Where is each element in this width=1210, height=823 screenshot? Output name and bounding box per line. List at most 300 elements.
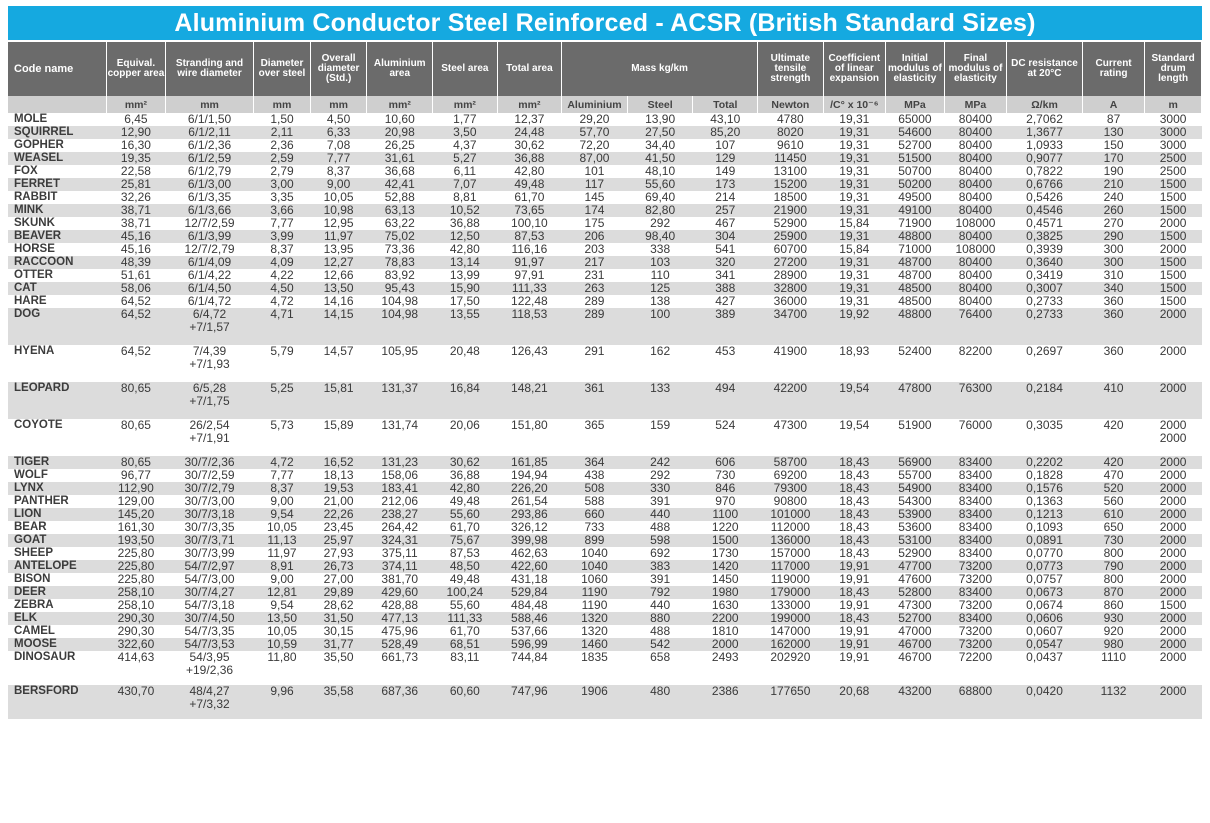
table-cell: 80400 — [944, 126, 1006, 139]
table-row — [8, 521, 1202, 534]
table-cell: 340 — [1082, 282, 1144, 295]
table-cell: 341 — [693, 269, 758, 282]
table-cell: 3000 — [1145, 139, 1202, 152]
table-cell: 133000 — [758, 599, 824, 612]
table-body — [8, 113, 1202, 719]
header-row — [8, 42, 1202, 96]
table-cell: 15,89 — [310, 419, 367, 456]
table-cell: 55,60 — [627, 178, 693, 191]
table-cell: 1500 — [1145, 599, 1202, 612]
table-cell: 36,88 — [433, 469, 498, 482]
table-cell: 2000 — [1145, 586, 1202, 599]
table-cell: 65000 — [885, 113, 944, 126]
table-cell: 64,52 — [107, 295, 166, 308]
table-cell: 19,31 — [823, 256, 885, 269]
table-cell: 105,95 — [367, 345, 433, 382]
table-row — [8, 495, 1202, 508]
table-cell: 147000 — [758, 625, 824, 638]
table-cell: 18,43 — [823, 495, 885, 508]
table-cell: 15200 — [758, 178, 824, 191]
table-cell: 289 — [562, 308, 628, 345]
table-cell: 107 — [693, 139, 758, 152]
table-cell: 290,30 — [107, 625, 166, 638]
table-cell: 162 — [627, 345, 693, 382]
table-cell: 111,33 — [497, 282, 562, 295]
table-cell: 7/4,39 +7/1,93 — [165, 345, 253, 382]
table-cell: 30/7/4,27 — [165, 586, 253, 599]
table-cell: 45,16 — [107, 230, 166, 243]
table-cell: 68800 — [944, 685, 1006, 719]
unit-cell: mm² — [433, 96, 498, 113]
table-cell: 30/7/3,18 — [165, 508, 253, 521]
table-cell: 13,55 — [433, 308, 498, 345]
table-cell: 19,31 — [823, 269, 885, 282]
table-cell: 103 — [627, 256, 693, 269]
table-cell: 290,30 — [107, 612, 166, 625]
table-row — [8, 139, 1202, 152]
table-cell: 364 — [562, 456, 628, 469]
table-cell: 258,10 — [107, 586, 166, 599]
table-cell: 692 — [627, 547, 693, 560]
table-cell: 0,0773 — [1007, 560, 1083, 573]
table-row — [8, 599, 1202, 612]
col-header: Aluminium area — [367, 42, 433, 96]
unit-cell: Ω/km — [1007, 96, 1083, 113]
table-cell: 217 — [562, 256, 628, 269]
table-cell: 0,2184 — [1007, 382, 1083, 419]
table-cell: 661,73 — [367, 651, 433, 685]
table-cell: 64,52 — [107, 308, 166, 345]
table-cell: 453 — [693, 345, 758, 382]
table-cell: 30,62 — [497, 139, 562, 152]
table-cell: 19,31 — [823, 191, 885, 204]
table-cell: 4,37 — [433, 139, 498, 152]
code-name-cell: GOAT — [8, 534, 107, 547]
table-cell: 58700 — [758, 456, 824, 469]
table-cell: 78,83 — [367, 256, 433, 269]
table-cell: 8,37 — [254, 482, 311, 495]
table-cell: 520 — [1082, 482, 1144, 495]
table-cell: 76300 — [944, 382, 1006, 419]
table-cell: 177650 — [758, 685, 824, 719]
code-name-cell: SHEEP — [8, 547, 107, 560]
table-cell: 83400 — [944, 469, 1006, 482]
table-cell: 87,53 — [497, 230, 562, 243]
table-cell: 226,20 — [497, 482, 562, 495]
unit-cell: mm² — [367, 96, 433, 113]
table-row — [8, 282, 1202, 295]
table-cell: 161,85 — [497, 456, 562, 469]
table-cell: 6/1/4,72 — [165, 295, 253, 308]
table-cell: 72200 — [944, 651, 1006, 685]
table-cell: 2200 — [693, 612, 758, 625]
table-cell: 97,91 — [497, 269, 562, 282]
table-cell: 0,7822 — [1007, 165, 1083, 178]
table-cell: 80,65 — [107, 456, 166, 469]
table-cell: 149 — [693, 165, 758, 178]
table-cell: 1320 — [562, 612, 628, 625]
table-cell: 112000 — [758, 521, 824, 534]
table-cell: 508 — [562, 482, 628, 495]
table-cell: 18,43 — [823, 482, 885, 495]
table-cell: 16,84 — [433, 382, 498, 419]
table-cell: 73,36 — [367, 243, 433, 256]
table-cell: 35,58 — [310, 685, 367, 719]
code-name-cell: TIGER — [8, 456, 107, 469]
table-cell: 19,31 — [823, 152, 885, 165]
table-row — [8, 152, 1202, 165]
table-cell: 5,27 — [433, 152, 498, 165]
table-cell: 1460 — [562, 638, 628, 651]
table-cell: 162000 — [758, 638, 824, 651]
table-cell: 190 — [1082, 165, 1144, 178]
table-cell: 488 — [627, 625, 693, 638]
table-cell: 95,43 — [367, 282, 433, 295]
unit-cell: mm — [254, 96, 311, 113]
table-cell: 63,13 — [367, 204, 433, 217]
table-cell: 111,33 — [433, 612, 498, 625]
table-cell: 292 — [627, 469, 693, 482]
table-cell: 1060 — [562, 573, 628, 586]
table-cell: 324,31 — [367, 534, 433, 547]
table-cell: 83400 — [944, 534, 1006, 547]
table-cell: 270 — [1082, 217, 1144, 230]
table-cell: 2000 — [1145, 217, 1202, 230]
table-cell: 10,59 — [254, 638, 311, 651]
table-cell: 119000 — [758, 573, 824, 586]
table-cell: 28,62 — [310, 599, 367, 612]
table-row — [8, 204, 1202, 217]
table-cell: 428,88 — [367, 599, 433, 612]
table-cell: 30/7/2,79 — [165, 482, 253, 495]
code-name-cell: CAMEL — [8, 625, 107, 638]
table-cell: 47000 — [885, 625, 944, 638]
table-cell: 4,22 — [254, 269, 311, 282]
table-cell: 6/1/3,35 — [165, 191, 253, 204]
table-cell: 48,10 — [627, 165, 693, 178]
table-cell: 30/7/3,00 — [165, 495, 253, 508]
table-cell: 10,98 — [310, 204, 367, 217]
table-cell: 54/7/3,18 — [165, 599, 253, 612]
table-cell: 48500 — [885, 295, 944, 308]
table-cell: 73200 — [944, 638, 1006, 651]
col-header: Initial modulus of elasticity — [885, 42, 944, 96]
table-cell: 8,37 — [310, 165, 367, 178]
table-cell: 83400 — [944, 521, 1006, 534]
table-cell: 42,80 — [497, 165, 562, 178]
table-cell: 19,31 — [823, 230, 885, 243]
table-cell: 360 — [1082, 295, 1144, 308]
table-cell: 91,97 — [497, 256, 562, 269]
table-cell: 83400 — [944, 456, 1006, 469]
table-cell: 29,20 — [562, 113, 628, 126]
table-cell: 214 — [693, 191, 758, 204]
table-cell: 338 — [627, 243, 693, 256]
table-cell: 42,80 — [433, 482, 498, 495]
code-name-cell: HORSE — [8, 243, 107, 256]
table-row — [8, 256, 1202, 269]
table-cell: 73,65 — [497, 204, 562, 217]
table-cell: 19,91 — [823, 625, 885, 638]
table-cell: 47800 — [885, 382, 944, 419]
table-cell: 1420 — [693, 560, 758, 573]
code-name-cell: SKUNK — [8, 217, 107, 230]
table-cell: 467 — [693, 217, 758, 230]
table-cell: 7,77 — [254, 217, 311, 230]
table-cell: 19,53 — [310, 482, 367, 495]
table-cell: 1190 — [562, 586, 628, 599]
table-cell: 60700 — [758, 243, 824, 256]
table-row — [8, 469, 1202, 482]
table-cell: 0,0674 — [1007, 599, 1083, 612]
table-cell: 87,00 — [562, 152, 628, 165]
table-cell: 83400 — [944, 612, 1006, 625]
table-cell: 100 — [627, 308, 693, 345]
table-cell: 6/5,28 +7/1,75 — [165, 382, 253, 419]
table-cell: 76400 — [944, 308, 1006, 345]
table-cell: 0,4546 — [1007, 204, 1083, 217]
table-cell: 73200 — [944, 573, 1006, 586]
table-cell: 19,91 — [823, 651, 885, 685]
table-cell: 179000 — [758, 586, 824, 599]
code-name-cell: ANTELOPE — [8, 560, 107, 573]
table-cell: 260 — [1082, 204, 1144, 217]
table-cell: 1,50 — [254, 113, 311, 126]
table-cell: 56900 — [885, 456, 944, 469]
table-cell: 0,0891 — [1007, 534, 1083, 547]
table-cell: 8,91 — [254, 560, 311, 573]
table-row — [8, 382, 1202, 419]
code-name-cell: LYNX — [8, 482, 107, 495]
table-row — [8, 573, 1202, 586]
table-row — [8, 308, 1202, 345]
code-name-cell: BERSFORD — [8, 685, 107, 719]
code-name-cell: PANTHER — [8, 495, 107, 508]
table-cell: 19,91 — [823, 560, 885, 573]
code-name-cell: MOLE — [8, 113, 107, 126]
table-cell: 45,16 — [107, 243, 166, 256]
table-cell: 12,90 — [107, 126, 166, 139]
table-cell: 3,00 — [254, 178, 311, 191]
table-cell: 55,60 — [433, 599, 498, 612]
table-row — [8, 651, 1202, 685]
table-cell: 13100 — [758, 165, 824, 178]
table-cell: 320 — [693, 256, 758, 269]
table-cell: 48800 — [885, 230, 944, 243]
table-cell: 87,53 — [433, 547, 498, 560]
table-cell: 4,71 — [254, 308, 311, 345]
table-cell: 13,99 — [433, 269, 498, 282]
table-cell: 2,36 — [254, 139, 311, 152]
table-cell: 0,1093 — [1007, 521, 1083, 534]
table-cell: 6/1/2,79 — [165, 165, 253, 178]
table-row — [8, 508, 1202, 521]
table-cell: 108000 — [944, 217, 1006, 230]
code-name-cell: DEER — [8, 586, 107, 599]
table-cell: 375,11 — [367, 547, 433, 560]
table-cell: 158,06 — [367, 469, 433, 482]
table-cell: 1500 — [693, 534, 758, 547]
table-cell: 14,57 — [310, 345, 367, 382]
table-cell: 389 — [693, 308, 758, 345]
table-cell: 3000 — [1145, 126, 1202, 139]
table-cell: 747,96 — [497, 685, 562, 719]
table-row — [8, 419, 1202, 456]
table-cell: 69200 — [758, 469, 824, 482]
code-name-cell: BEAVER — [8, 230, 107, 243]
table-cell: 264,42 — [367, 521, 433, 534]
table-cell: 7,77 — [254, 469, 311, 482]
mass-subheader: Aluminium — [562, 96, 628, 113]
table-cell: 48/4,27 +7/3,32 — [165, 685, 253, 719]
table-row — [8, 243, 1202, 256]
table-cell: 48500 — [885, 282, 944, 295]
table-cell: 240 — [1082, 191, 1144, 204]
table-cell: 1220 — [693, 521, 758, 534]
code-name-cell: HYENA — [8, 345, 107, 382]
table-cell: 880 — [627, 612, 693, 625]
table-cell: 80,65 — [107, 419, 166, 456]
unit-cell: mm — [165, 96, 253, 113]
code-name-cell: FOX — [8, 165, 107, 178]
table-cell: 25,81 — [107, 178, 166, 191]
table-cell: 129 — [693, 152, 758, 165]
table-cell: 2000 — [1145, 382, 1202, 419]
table-cell: 104,98 — [367, 308, 433, 345]
table-cell: 183,41 — [367, 482, 433, 495]
table-cell: 71000 — [885, 243, 944, 256]
table-cell: 6,45 — [107, 113, 166, 126]
table-cell: 83,11 — [433, 651, 498, 685]
table-cell: 11,97 — [310, 230, 367, 243]
table-cell: 1500 — [1145, 295, 1202, 308]
table-cell: 970 — [693, 495, 758, 508]
table-cell: 388 — [693, 282, 758, 295]
table-cell: 1730 — [693, 547, 758, 560]
table-cell: 410 — [1082, 382, 1144, 419]
table-cell: 54600 — [885, 126, 944, 139]
table-cell: 61,70 — [497, 191, 562, 204]
table-cell: 104,98 — [367, 295, 433, 308]
table-cell: 30/7/3,35 — [165, 521, 253, 534]
table-row — [8, 638, 1202, 651]
table-cell: 846 — [693, 482, 758, 495]
table-cell: 1906 — [562, 685, 628, 719]
table-cell: 2000 — [1145, 560, 1202, 573]
table-cell: 300 — [1082, 243, 1144, 256]
table-cell: 2,79 — [254, 165, 311, 178]
table-cell: 860 — [1082, 599, 1144, 612]
table-cell: 50700 — [885, 165, 944, 178]
table-cell: 360 — [1082, 345, 1144, 382]
code-name-cell: WEASEL — [8, 152, 107, 165]
table-cell: 174 — [562, 204, 628, 217]
table-cell: 47300 — [885, 599, 944, 612]
table-cell: 12,37 — [497, 113, 562, 126]
table-cell: 225,80 — [107, 560, 166, 573]
table-cell: 2000 — [1145, 521, 1202, 534]
table-cell: 292 — [627, 217, 693, 230]
code-name-cell: MOOSE — [8, 638, 107, 651]
table-cell: 598 — [627, 534, 693, 547]
table-cell: 1630 — [693, 599, 758, 612]
table-cell: 6/1/3,99 — [165, 230, 253, 243]
table-cell: 524 — [693, 419, 758, 456]
table-cell: 34700 — [758, 308, 824, 345]
table-cell: 2000 — [693, 638, 758, 651]
table-cell: 27200 — [758, 256, 824, 269]
table-cell: 90800 — [758, 495, 824, 508]
table-cell: 2386 — [693, 685, 758, 719]
table-cell: 7,08 — [310, 139, 367, 152]
table-cell: 1,0933 — [1007, 139, 1083, 152]
table-cell: 12,66 — [310, 269, 367, 282]
table-cell: 31,77 — [310, 638, 367, 651]
table-cell: 18,93 — [823, 345, 885, 382]
table-cell: 98,40 — [627, 230, 693, 243]
table-cell: 470 — [1082, 469, 1144, 482]
table-cell: 6/1/4,09 — [165, 256, 253, 269]
table-cell: 202920 — [758, 651, 824, 685]
table-cell: 0,0437 — [1007, 651, 1083, 685]
table-cell: 596,99 — [497, 638, 562, 651]
unit-cell — [8, 96, 107, 113]
table-cell: 125 — [627, 282, 693, 295]
table-cell: 541 — [693, 243, 758, 256]
table-cell: 36,68 — [367, 165, 433, 178]
table-cell: 75,67 — [433, 534, 498, 547]
table-row — [8, 456, 1202, 469]
table-cell: 427 — [693, 295, 758, 308]
table-cell: 5,73 — [254, 419, 311, 456]
unit-cell: /C° x 10⁻⁶ — [823, 96, 885, 113]
table-cell: 422,60 — [497, 560, 562, 573]
table-cell: 193,50 — [107, 534, 166, 547]
table-cell: 36,88 — [497, 152, 562, 165]
table-cell: 18,43 — [823, 469, 885, 482]
table-cell: 18,43 — [823, 456, 885, 469]
table-cell: 1100 — [693, 508, 758, 521]
table-cell: 658 — [627, 651, 693, 685]
table-cell: 0,3419 — [1007, 269, 1083, 282]
table-cell: 52700 — [885, 612, 944, 625]
table-cell: 16,52 — [310, 456, 367, 469]
table-row — [8, 295, 1202, 308]
table-cell: 42200 — [758, 382, 824, 419]
table-cell: 126,43 — [497, 345, 562, 382]
table-cell: 138 — [627, 295, 693, 308]
table-cell: 64,52 — [107, 345, 166, 382]
table-cell: 31,61 — [367, 152, 433, 165]
table-cell: 14,15 — [310, 308, 367, 345]
table-cell: 10,05 — [310, 191, 367, 204]
table-cell: 19,31 — [823, 282, 885, 295]
table-cell: 0,1576 — [1007, 482, 1083, 495]
col-header: Final modulus of elasticity — [944, 42, 1006, 96]
table-cell: 19,31 — [823, 139, 885, 152]
table-cell: 494 — [693, 382, 758, 419]
table-cell: 365 — [562, 419, 628, 456]
table-cell: 2500 — [1145, 152, 1202, 165]
table-cell: 242 — [627, 456, 693, 469]
table-cell: 82200 — [944, 345, 1006, 382]
table-cell: 9,54 — [254, 599, 311, 612]
table-cell: 6/1/4,50 — [165, 282, 253, 295]
table-cell: 73200 — [944, 625, 1006, 638]
unit-cell: Newton — [758, 96, 824, 113]
table-cell: 49500 — [885, 191, 944, 204]
table-cell: 2000 — [1145, 482, 1202, 495]
